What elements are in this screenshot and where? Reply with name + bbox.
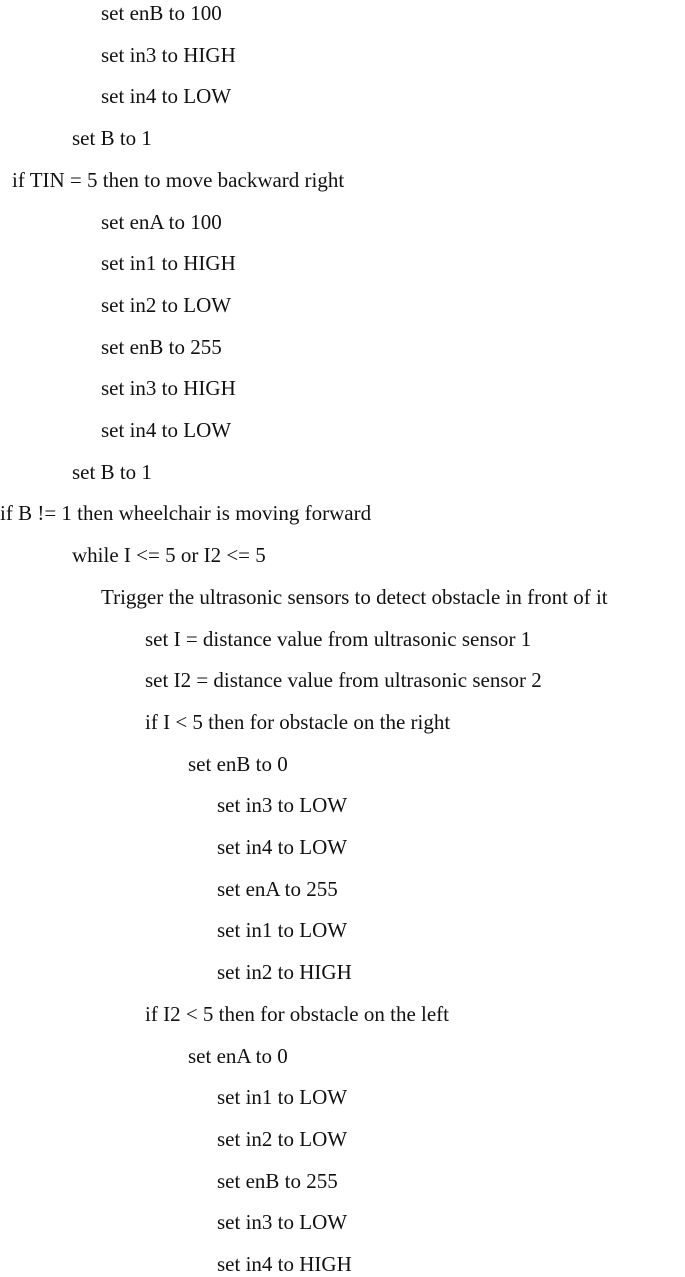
code-line: set in2 to LOW (217, 1126, 348, 1151)
code-line: set enA to 100 (101, 209, 222, 234)
code-line: set in1 to LOW (217, 918, 348, 943)
code-line: if TIN = 5 then to move backward right (12, 167, 345, 192)
code-line: set in3 to LOW (217, 793, 348, 818)
code-line: set in1 to HIGH (101, 251, 236, 276)
code-line: set enB to 255 (101, 334, 222, 359)
code-line: if I < 5 then for obstacle on the right (145, 709, 451, 734)
code-line: set in4 to HIGH (217, 1252, 352, 1276)
code-line: set in2 to LOW (101, 292, 232, 317)
code-line: Trigger the ultrasonic sensors to detect obstacle in front of it (101, 584, 608, 609)
code-line: set in4 to LOW (101, 418, 232, 442)
code-line: set enB to 100 (101, 1, 222, 25)
code-line: if I2 < 5 then for obstacle on the left (145, 1001, 449, 1026)
code-line: set enB to 255 (217, 1168, 338, 1193)
code-line: set in2 to HIGH (217, 960, 352, 985)
code-line: set enA to 255 (217, 876, 338, 901)
code-line: set I = distance value from ultrasonic sensor 1 (145, 626, 532, 651)
code-line: set enA to 0 (188, 1043, 288, 1068)
code-line: set B to 1 (72, 126, 152, 151)
code-line: set in3 to HIGH (101, 42, 236, 67)
code-line: set enB to 0 (188, 751, 288, 776)
code-line: set in4 to LOW (101, 84, 232, 109)
code-line: if B != 1 then wheelchair is moving forward (0, 501, 372, 526)
code-line: set in3 to LOW (217, 1210, 348, 1235)
code-line: set B to 1 (72, 459, 152, 484)
code-line: set in1 to LOW (217, 1085, 348, 1110)
code-line: set I2 = distance value from ultrasonic sensor 2 (145, 668, 542, 693)
code-line: set in4 to LOW (217, 835, 348, 859)
code-line: while I <= 5 or I2 <= 5 (72, 543, 266, 568)
code-line: set in3 to HIGH (101, 376, 236, 401)
